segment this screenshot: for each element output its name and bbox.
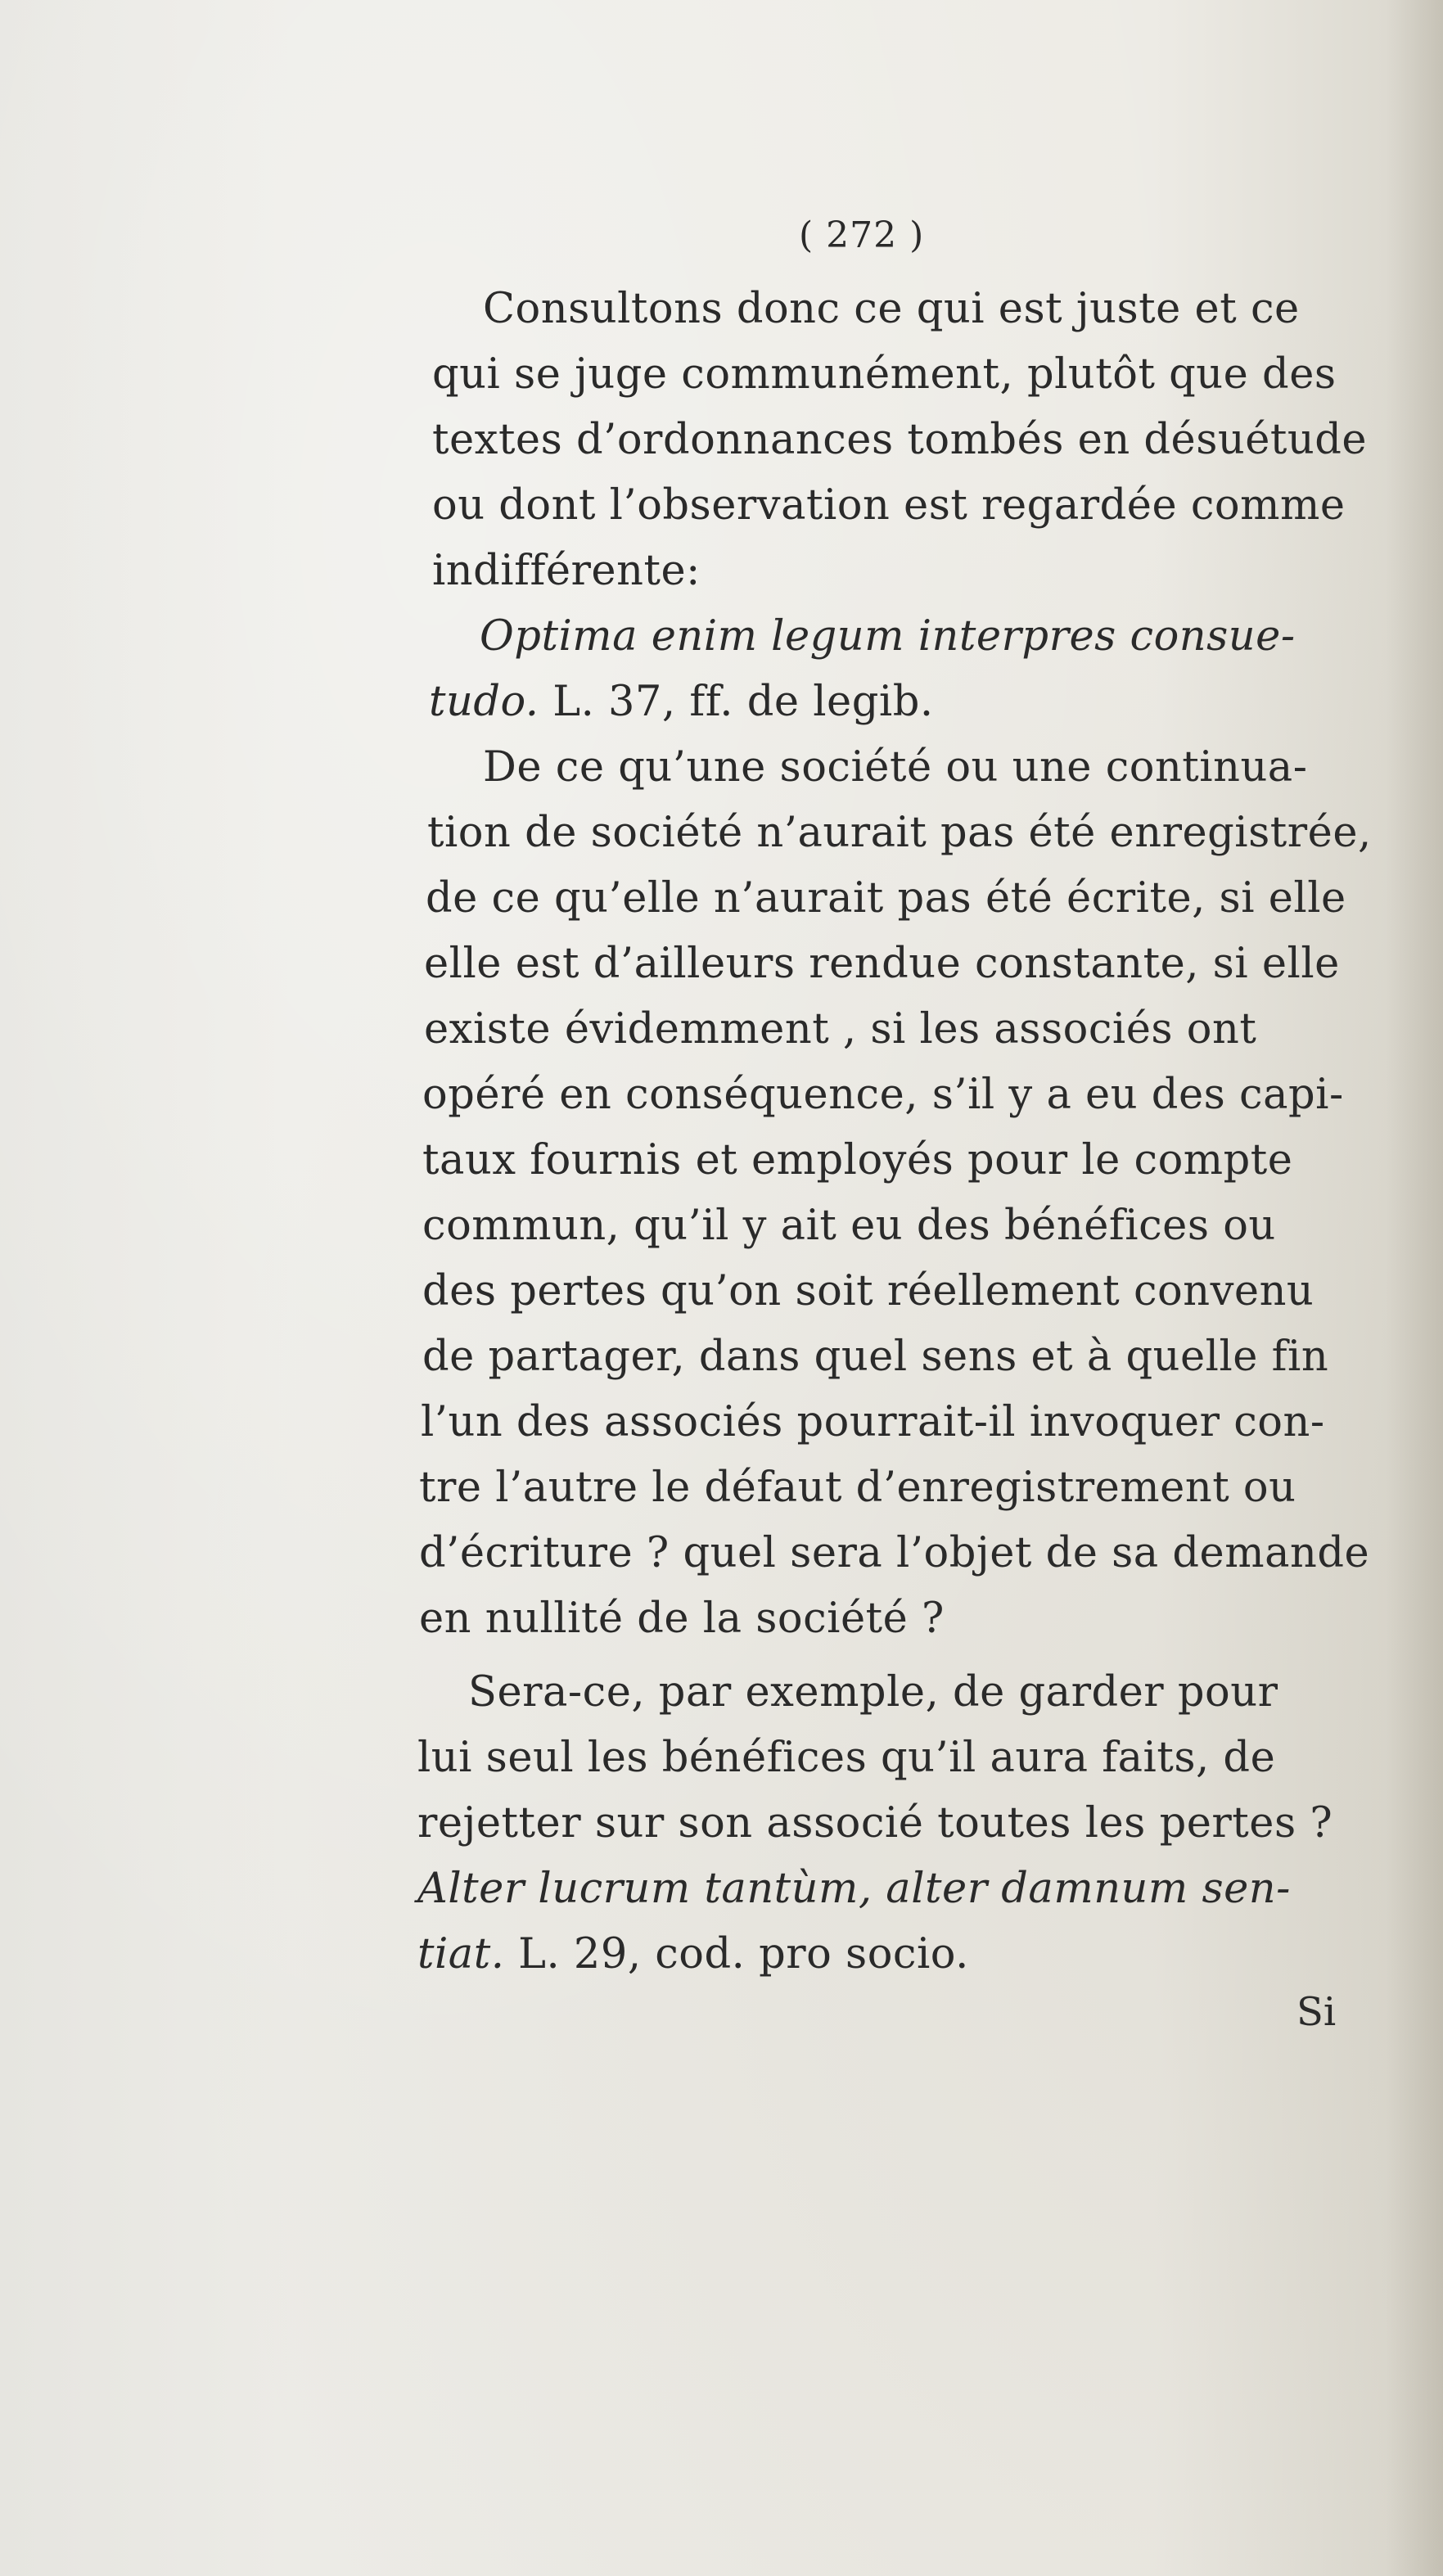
- text-line: textes d’ordonnances tombés en désuétude: [432, 416, 1368, 464]
- latin-quote-line: Optima enim legum interpres consue-: [480, 612, 1296, 661]
- catchword: Si: [1296, 1989, 1337, 2035]
- text-line: rejetter sur son associé toutes les pertes ?: [417, 1799, 1333, 1847]
- citation-line: [429, 678, 934, 726]
- text-line: ou dont l’observation est regardée comme: [432, 481, 1346, 530]
- text-line: tre l’autre le défaut d’enregistrement ou: [419, 1464, 1296, 1512]
- text-line: lui seul les bénéfices qu’il aura faits, de: [417, 1734, 1276, 1782]
- text-line: elle est d’ailleurs rendue constante, si elle: [424, 940, 1340, 988]
- latin-quote-line: Alter lucrum tantùm, alter damnum sen-: [417, 1865, 1291, 1913]
- latin-quote-end: tiat.: [417, 1930, 505, 1978]
- text-line: de partager, dans quel sens et à quelle fin: [422, 1333, 1329, 1381]
- text-line: existe évidemment , si les associés ont: [424, 1005, 1257, 1053]
- text-line: opéré en conséquence, s’il y a eu des capi-: [422, 1071, 1344, 1119]
- latin-quote-end: tudo.: [429, 678, 539, 726]
- text-line: indifférente:: [432, 547, 701, 595]
- legal-citation: L. 29, cod. pro socio.: [518, 1930, 969, 1978]
- text-line: d’écriture ? quel sera l’objet de sa demande: [419, 1529, 1370, 1577]
- text-line: de ce qu’elle n’aurait pas été écrite, si elle: [426, 874, 1346, 923]
- text-line: taux fournis et employés pour le compte: [422, 1136, 1293, 1184]
- legal-citation: L. 37, ff. de legib.: [552, 678, 934, 726]
- text-line: Consultons donc ce qui est juste et ce: [483, 285, 1300, 333]
- text-line: des pertes qu’on soit réellement convenu: [422, 1267, 1314, 1315]
- text-line: commun, qu’il y ait eu des bénéfices ou: [422, 1202, 1276, 1250]
- text-line: en nullité de la société ?: [419, 1595, 945, 1643]
- text-line: l’un des associés pourrait-il invoquer con-: [421, 1398, 1325, 1446]
- text-line: De ce qu’une société ou une continua-: [483, 743, 1308, 792]
- page-number: ( 272 ): [799, 214, 925, 256]
- text-line: Sera-ce, par exemple, de garder pour: [468, 1668, 1278, 1717]
- text-line: qui se juge communément, plutôt que des: [432, 350, 1337, 399]
- citation-line: [417, 1930, 969, 1978]
- text-line: tion de société n’aurait pas été enregistrée,: [427, 809, 1372, 857]
